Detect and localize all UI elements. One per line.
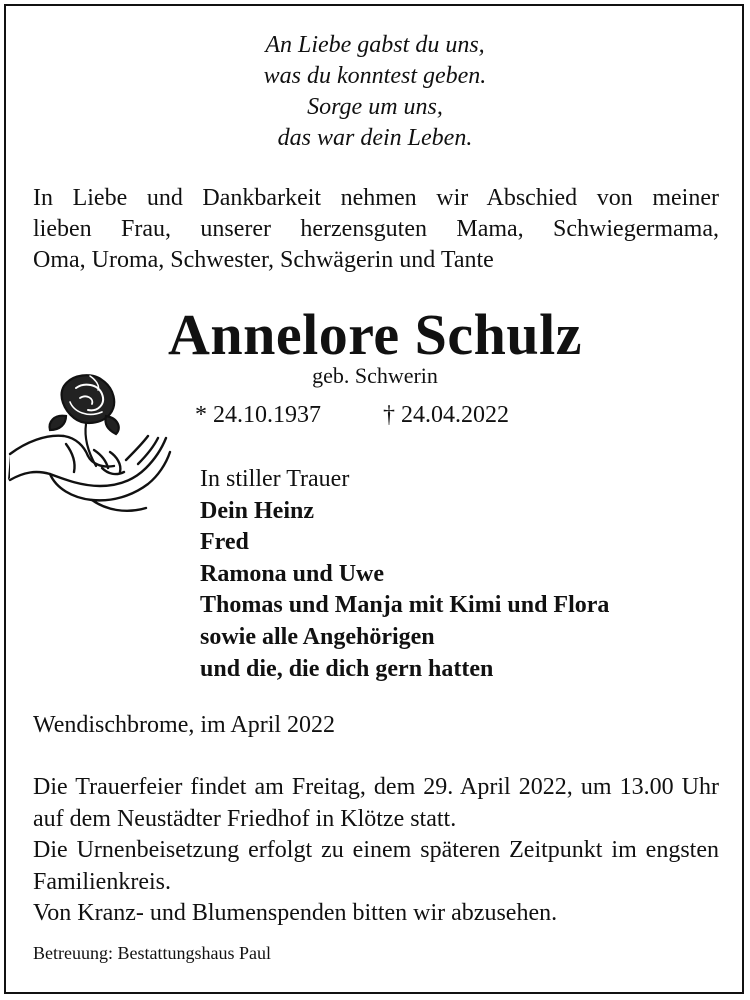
mourners-lead: In stiller Trauer	[200, 466, 350, 492]
intro-text	[33, 183, 719, 276]
poem	[0, 30, 750, 154]
poem-line: das war dein Leben.	[277, 125, 473, 151]
mourner-name: Thomas und Manja mit Kimi und Flora	[200, 592, 610, 619]
donation-note: Von Kranz- und Blumenspenden bitten wir abzusehen.	[33, 900, 558, 926]
mourner-name: und die, die dich gern hatten	[200, 655, 494, 682]
mourner-name: Dein Heinz	[200, 497, 314, 524]
burial-text: Die Urnenbeisetzung erfolgt zu einem späteren Zeitpunkt im engsten Familienkreis.	[33, 837, 719, 895]
life-dates	[195, 400, 509, 430]
poem-line: was du konntest geben.	[263, 63, 487, 89]
birth-date: * 24.10.1937	[195, 402, 321, 428]
rose-in-hands-icon	[6, 368, 181, 520]
mourner-name: Ramona und Uwe	[200, 560, 385, 587]
poem-line: Sorge um uns,	[307, 94, 443, 120]
poem-line: An Liebe gabst du uns,	[265, 32, 485, 58]
place-date: Wendischbrome, im April 2022	[33, 712, 336, 738]
mourner-name: sowie alle Angehörigen	[200, 623, 435, 650]
intro-line: Oma, Uroma, Schwester, Schwägerin und Tante	[33, 247, 494, 273]
mourner-name: Fred	[200, 529, 249, 556]
death-date: † 24.04.2022	[383, 402, 509, 428]
intro-line: In Liebe und Dankbarkeit nehmen wir Abschied von meiner	[33, 185, 719, 211]
ceremony-text: Die Trauerfeier findet am Freitag, dem 29. April 2022, um 13.00 Uhr auf dem Neustädter Friedhof in Klötze statt.	[33, 774, 719, 832]
birth-name: geb. Schwerin	[312, 363, 438, 388]
funeral-info	[33, 772, 719, 930]
intro-line: lieben Frau, unserer herzensguten Mama, Schwiegermama,	[33, 216, 719, 242]
mourners-block	[200, 464, 609, 685]
funeral-home-credit: Betreuung: Bestattungshaus Paul	[33, 943, 271, 963]
deceased-name: Annelore Schulz	[167, 302, 583, 367]
